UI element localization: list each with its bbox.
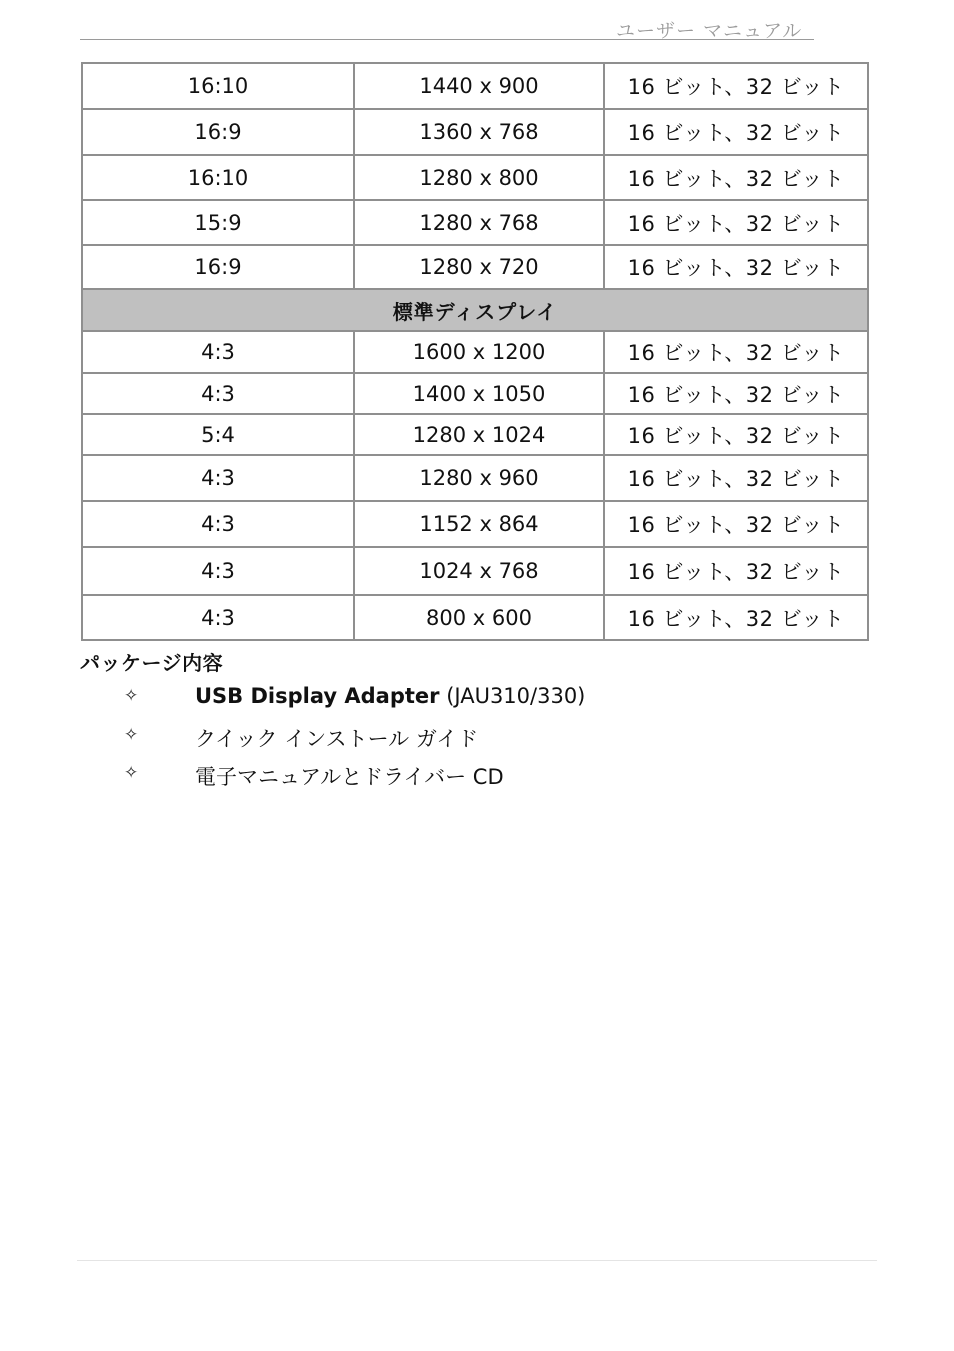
aspect-ratio-cell: 16:10 bbox=[82, 63, 354, 109]
table-row bbox=[82, 414, 868, 455]
resolution-cell: 1360 x 768 bbox=[354, 109, 604, 155]
table-row bbox=[82, 63, 868, 109]
table-section-row bbox=[82, 289, 868, 331]
color-depth-cell: 16 ビット、32 ビット bbox=[604, 501, 868, 547]
aspect-ratio-cell: 5:4 bbox=[82, 414, 354, 455]
resolution-table bbox=[81, 62, 869, 641]
table-row bbox=[82, 109, 868, 155]
sparkle-bullet-icon: ✧ bbox=[124, 724, 139, 745]
resolution-cell: 1280 x 960 bbox=[354, 455, 604, 501]
aspect-ratio-cell: 16:9 bbox=[82, 109, 354, 155]
resolution-cell: 1440 x 900 bbox=[354, 63, 604, 109]
resolution-cell: 1024 x 768 bbox=[354, 547, 604, 595]
color-depth-cell: 16 ビット、32 ビット bbox=[604, 414, 868, 455]
table-row bbox=[82, 595, 868, 640]
aspect-ratio-cell: 4:3 bbox=[82, 501, 354, 547]
list-item bbox=[80, 721, 840, 760]
header-title: ユーザー マニュアル bbox=[616, 20, 803, 42]
list-item-text bbox=[195, 723, 478, 753]
color-depth-cell: 16 ビット、32 ビット bbox=[604, 373, 868, 414]
package-contents-list bbox=[80, 682, 840, 798]
table-row bbox=[82, 373, 868, 414]
resolution-cell: 1280 x 768 bbox=[354, 200, 604, 245]
color-depth-cell: 16 ビット、32 ビット bbox=[604, 455, 868, 501]
aspect-ratio-cell: 4:3 bbox=[82, 547, 354, 595]
aspect-ratio-cell: 4:3 bbox=[82, 595, 354, 640]
color-depth-cell: 16 ビット、32 ビット bbox=[604, 200, 868, 245]
resolution-cell: 1280 x 800 bbox=[354, 155, 604, 200]
color-depth-cell: 16 ビット、32 ビット bbox=[604, 331, 868, 373]
table-row bbox=[82, 155, 868, 200]
resolution-cell: 800 x 600 bbox=[354, 595, 604, 640]
aspect-ratio-cell: 16:10 bbox=[82, 155, 354, 200]
product-name: USB Display Adapter bbox=[195, 684, 440, 708]
resolution-cell: 1152 x 864 bbox=[354, 501, 604, 547]
table-row bbox=[82, 501, 868, 547]
list-item bbox=[80, 682, 840, 721]
table-row bbox=[82, 331, 868, 373]
color-depth-cell: 16 ビット、32 ビット bbox=[604, 109, 868, 155]
sparkle-bullet-icon: ✧ bbox=[124, 763, 139, 783]
table-row bbox=[82, 200, 868, 245]
list-item-text bbox=[195, 684, 585, 708]
list-item-text bbox=[195, 761, 504, 791]
list-item bbox=[80, 759, 840, 798]
header-divider bbox=[80, 39, 814, 40]
aspect-ratio-cell: 4:3 bbox=[82, 455, 354, 501]
aspect-ratio-cell: 4:3 bbox=[82, 373, 354, 414]
table-row bbox=[82, 245, 868, 289]
color-depth-cell: 16 ビット、32 ビット bbox=[604, 245, 868, 289]
aspect-ratio-cell: 16:9 bbox=[82, 245, 354, 289]
table-section-label: 標準ディスプレイ bbox=[82, 289, 868, 331]
sparkle-bullet-icon: ✧ bbox=[124, 686, 139, 706]
resolution-cell: 1280 x 1024 bbox=[354, 414, 604, 455]
aspect-ratio-cell: 15:9 bbox=[82, 200, 354, 245]
resolution-cell: 1600 x 1200 bbox=[354, 331, 604, 373]
color-depth-cell: 16 ビット、32 ビット bbox=[604, 595, 868, 640]
package-contents-title: パッケージ内容 bbox=[80, 651, 224, 675]
resolution-cell: 1280 x 720 bbox=[354, 245, 604, 289]
color-depth-cell: 16 ビット、32 ビット bbox=[604, 63, 868, 109]
resolution-table-body bbox=[82, 63, 868, 640]
color-depth-cell: 16 ビット、32 ビット bbox=[604, 547, 868, 595]
footer-divider bbox=[77, 1260, 877, 1261]
list-item-label: クイック インストール ガイド bbox=[195, 726, 479, 751]
table-row bbox=[82, 455, 868, 501]
list-item-label: (JAU310/330) bbox=[439, 684, 586, 708]
aspect-ratio-cell: 4:3 bbox=[82, 331, 354, 373]
list-item-label: 電子マニュアルとドライバー CD bbox=[195, 765, 504, 789]
color-depth-cell: 16 ビット、32 ビット bbox=[604, 155, 868, 200]
table-row bbox=[82, 547, 868, 595]
resolution-cell: 1400 x 1050 bbox=[354, 373, 604, 414]
